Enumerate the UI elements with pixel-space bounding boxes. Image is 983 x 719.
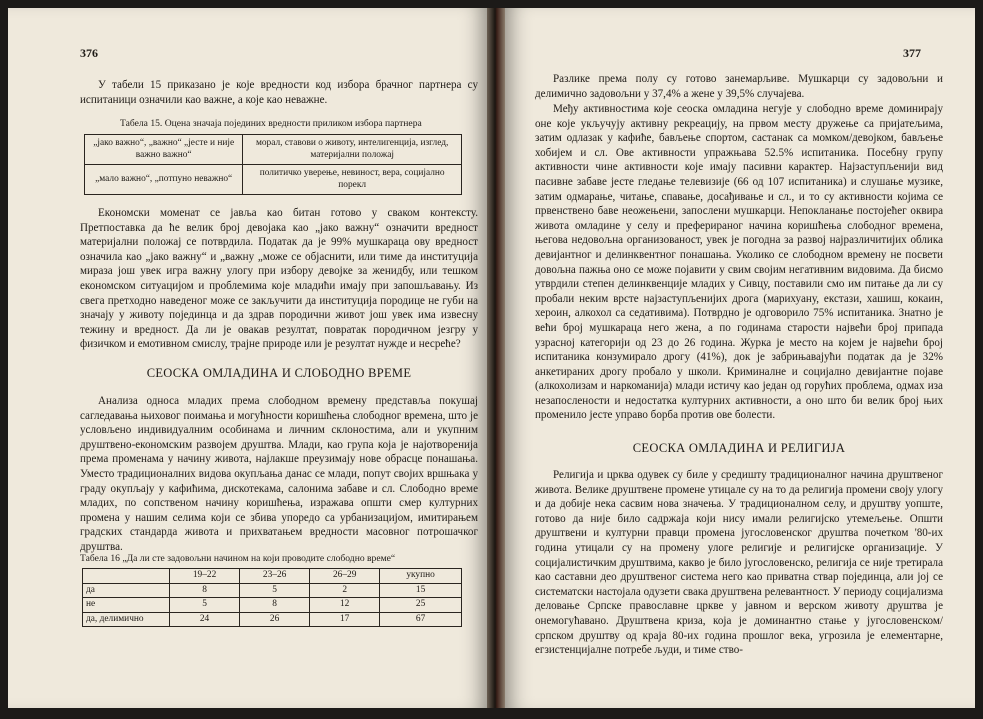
section-heading-religion: СЕОСКА ОМЛАДИНА И РЕЛИГИЈА <box>632 441 846 455</box>
table-cell: 26 <box>240 612 310 627</box>
right-paragraph-3-block <box>535 468 943 658</box>
table16-block <box>80 553 478 627</box>
right-paragraph-2-block <box>535 102 943 423</box>
table-header-cell: 23–26 <box>240 569 310 584</box>
section-heading-free-time: СЕОСКА ОМЛАДИНА И СЛОБОДНО ВРЕМЕ <box>146 366 412 380</box>
table-header-cell: 19–22 <box>170 569 240 584</box>
page-number-left: 376 <box>80 46 98 60</box>
left-paragraph-2: Анализа односа младих према слободном времену представља покушај сагледавања њиховог поимања и могућности коришћења слободног времена, што је условљено индивидуалним особинама и личним склоностима, али и укупним друштвено-економским развојем друштва. Млади, као група која је најотворенија према променама у начину живота, најлакше преузимају нове обрасце понашања. Уместо традиционалних видова окупљања данас се млади, попут својих вршњака у граду окупљају у кафићима, дискотекама, салонима забаве и сл. Слободно време младих, по сопственом начину коришћења, изражава општи смер културних промена у нашим селима који се збива упоредо са урбанизацијом, имитирањем градских стандарда живота и прихватањем вредности масовног потрошачког друштва. <box>80 395 478 553</box>
table-cell: 25 <box>380 598 462 613</box>
table-cell: „мало важно“, „потпуно неважно“ <box>85 165 243 195</box>
left-paragraph-2-block <box>80 394 478 555</box>
right-paragraph-2: Међу активностима које сеоска омладина негује у слободно време доминирају оне које укључују активну рекреацију, на првом месту дружење са пријатељима, затим одлазак у кафиће, бављење спортом, састанак са момком/девојком, бављење хобијем и сл. Ове активности упражњава 52.5% испитаника. Посебну групу активности чине активности које имају пасивни карактер. Најзаступљенији вид пасивне забаве јесте гледање телевизије (66 од 107 испитаника) и слушање музике, затим одмарање, читање, спавање, досађивање и сл., и то су активности којима се првенствено баве неожењени, запослени мушкарци. Непокланање постојећег оквира живота омладине у селу и преферираног начина коришћења слободног времена, његова недовољна организованост, увек је погодна за развој најразличитијих облика девијантног и делинквентног понашања. Уколико се слободном времену не посвети довољна пажња оно се може појавити у свим својим негативним видовима. Да бисмо утврдили степен делинквенције младих у Сивцу, поставили смо им питање да ли су пробали неким врсте најзаступљенијих дрога (марихуану, екстази, хашиш, кокаин, хероин, алкохол са седативима). Потврдно је одговорило 75% испитаника. Знатно је већи број мушкараца него жена, а по годинама старости највећи број припада узрасној категорији од 23 до 26 година. Журка је место на којем је највећи број испитаника конзумирало дрогу (41%), док је забрињавајући податак да је 32% анкетираних дрогу пробало у школи. Криминалне и социјално девијантне појаве (алкохолизам и наркоманија) млади истичу као један од горућих проблема, одмах иза незапослености и недостатка културних активности, а оно што би велик број њих променило јесте управо борба против ове болести. <box>535 103 943 422</box>
table-header-row <box>83 569 462 584</box>
left-paragraph-1-block <box>80 206 478 352</box>
left-paragraph-1: Економски моменат се јавља као битан готово у сваком контексту. Претпоставка да ће велик број девојака као „јако важну“ означити вредност материјални положај се потврдила. Податак да је 99% мушкараца ову вредност означила као „јако важну“ и „важну „може се објаснити, или тиме да институција мираза још увек игра важну улогу при избору девојке за женидбу, или тешком економском ситуацијом и проблемима које младићи имају при запошљавању. Из свега претходно наведеног може се закључити да институција породице не губи на значају у животу појединца и да здрав породични живот још увек има извесну тежину и вредност. Да ли је овакав резултат, повратак породичном језгру у физичком и емотивном смислу, трајне природе или је резултат нужде и несреће? <box>80 207 478 351</box>
table15-caption: Табела 15. Оцена значаја појединих вредности приликом избора партнера <box>120 118 422 129</box>
table-row <box>85 165 462 195</box>
table-cell: „јако важно“, „важно“ „јесте и није важно важно“ <box>85 135 243 165</box>
table-cell: да, делимично <box>83 612 170 627</box>
table-row <box>83 583 462 598</box>
table-header-cell <box>83 569 170 584</box>
table-cell: 8 <box>170 583 240 598</box>
table-cell: 5 <box>240 583 310 598</box>
table-cell: политичко уверење, невиност, вера, социјално порекл <box>243 165 462 195</box>
right-paragraph-1: Разлике према полу су готово занемарљиве. Мушкарци су задовољни и делимично задовољни у 37,4% а жене у 39,5% случајева. <box>535 73 943 100</box>
right-page <box>505 8 975 708</box>
left-heading-block <box>80 366 478 381</box>
table-cell: 67 <box>380 612 462 627</box>
table-cell: 24 <box>170 612 240 627</box>
book-gutter <box>487 8 505 708</box>
table16-caption: Табела 16 „Да ли сте задовољни начином на који проводите слободно време“ <box>80 553 396 564</box>
table-cell: 2 <box>310 583 380 598</box>
right-heading-block <box>535 441 943 456</box>
table15 <box>84 134 462 195</box>
right-paragraph-1-block <box>535 72 943 101</box>
table15-block <box>80 118 478 195</box>
left-page <box>8 8 487 708</box>
table-cell: 15 <box>380 583 462 598</box>
left-intro-block <box>80 78 478 107</box>
table-cell: да <box>83 583 170 598</box>
table-header-cell: 26–29 <box>310 569 380 584</box>
table-header-cell: укупно <box>380 569 462 584</box>
table-cell: 17 <box>310 612 380 627</box>
table-cell: морал, ставови о животу, интелигенција, изглед, материјални положај <box>243 135 462 165</box>
right-paragraph-3: Религија и црква одувек су биле у средишту традиционалног начина друштвеног живота. Велике друштвене промене утицале су на то да религија промени своју улогу и да добије нека сасвим нова значења. У традиционалном селу, и друштву уопште, готово да није било садржаја који нису имали религијско утемељење. Општи друштвени и културни правци промена југословенског друштва почетком '80-их година утицали су на промену улоге религије и религијске организације. У социјалистичким друштвима, какво је било југословенско, религија се није третирала као саставни део друштвеног система него као приватна ствар појединца, али јој се систематски настојала одузети свака друштвена релевантност. У периоду социјализма деловање Српске православне цркве у јавном и верском животу друштва је онемогућавано. Друштвена криза, која је доминантно стање у југословенском/српском друштву од краја 80-их година прошлог века, угрозила је елементарне, егзистенцијалне потребе људи, и тиме ство- <box>535 469 943 657</box>
left-intro-paragraph: У табели 15 приказано је које вредности код избора брачног партнера су испитаници означили као важне, а које као неважне. <box>80 79 478 106</box>
table-row <box>85 135 462 165</box>
table-cell: 5 <box>170 598 240 613</box>
table-cell: 12 <box>310 598 380 613</box>
table-cell: не <box>83 598 170 613</box>
table-cell: 8 <box>240 598 310 613</box>
table-row <box>83 598 462 613</box>
table-row <box>83 612 462 627</box>
table16 <box>82 568 462 627</box>
page-number-right: 377 <box>903 46 921 60</box>
